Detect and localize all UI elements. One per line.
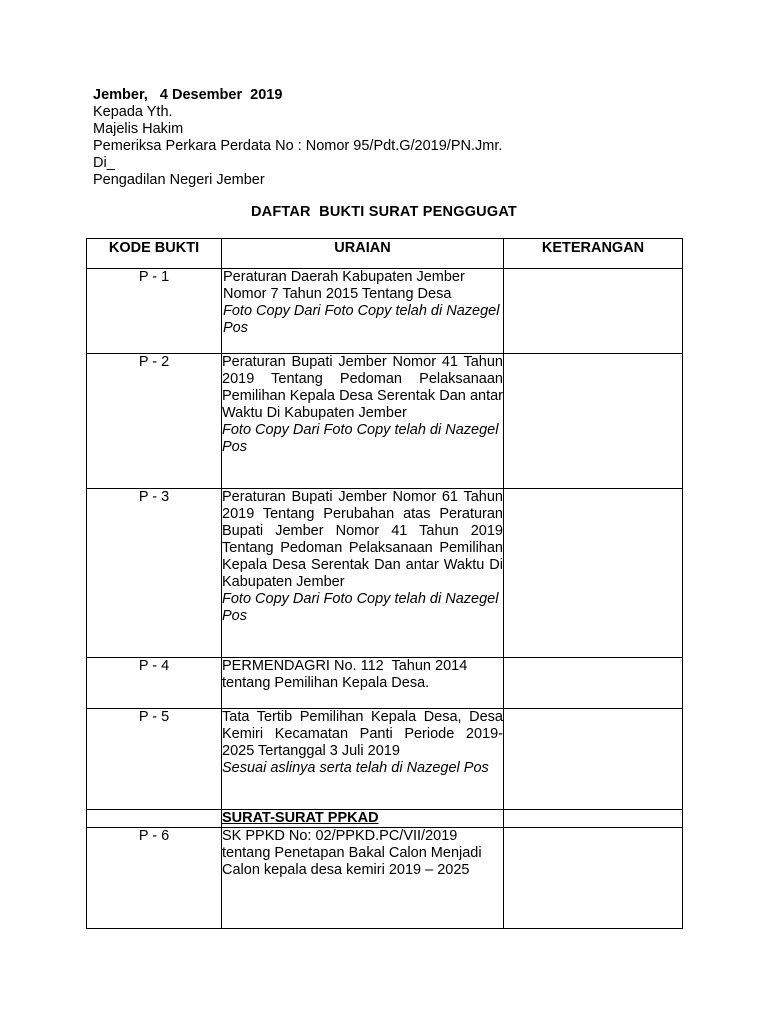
evidence-description: SK PPKD No: 02/PPKD.PC/VII/2019 tentang Penetapan Bakal Calon Menjadi Calon kepala desa kemiri 2019 – 2025 — [222, 828, 482, 878]
section-code-cell — [87, 810, 222, 828]
evidence-remarks — [504, 269, 683, 354]
evidence-description-cell — [222, 709, 504, 810]
evidence-code: P - 3 — [87, 489, 222, 658]
evidence-note: Foto Copy Dari Foto Copy telah di Nazegel Pos — [223, 303, 500, 336]
table-header-row — [87, 239, 683, 269]
letter-date: Jember, 4 Desember 2019 — [93, 87, 283, 103]
evidence-description-cell — [222, 658, 504, 709]
column-header-code: KODE BUKTI — [87, 239, 222, 269]
evidence-code: P - 4 — [87, 658, 222, 709]
evidence-description: Tata Tertib Pemilihan Kepala Desa, Desa Kemiri Kecamatan Panti Periode 2019-2025 Tertanggal 3 Juli 2019 — [222, 709, 503, 759]
table-section-row — [87, 810, 683, 828]
column-header-description: URAIAN — [222, 239, 504, 269]
recipient-line: Pemeriksa Perkara Perdata No : Nomor 95/Pdt.G/2019/PN.Jmr. — [93, 138, 503, 154]
evidence-description: PERMENDAGRI No. 112 Tahun 2014 tentang Pemilihan Kepala Desa. — [222, 658, 472, 691]
section-title-cell — [222, 810, 504, 828]
letter-header — [93, 87, 502, 189]
recipient-line: Kepada Yth. — [93, 104, 173, 120]
evidence-description: Peraturan Daerah Kabupaten Jember Nomor 7 Tahun 2015 Tentang Desa — [223, 269, 465, 302]
evidence-remarks — [504, 354, 683, 489]
evidence-description-cell — [222, 354, 504, 489]
evidence-description: Peraturan Bupati Jember Nomor 41 Tahun 2019 Tentang Pedoman Pelaksanaan Pemilihan Kepala Desa Serentak Dan antar Waktu Di Kabupaten Jember — [222, 354, 503, 421]
evidence-code: P - 2 — [87, 354, 222, 489]
evidence-note: Foto Copy Dari Foto Copy telah di Nazegel Pos — [222, 591, 499, 624]
evidence-remarks — [504, 658, 683, 709]
section-title: SURAT-SURAT PPKAD — [222, 810, 379, 826]
section-remarks-cell — [504, 810, 683, 828]
evidence-description-cell — [222, 489, 504, 658]
evidence-remarks — [504, 709, 683, 810]
document-title: DAFTAR BUKTI SURAT PENGGUGAT — [251, 204, 517, 220]
table-row — [87, 658, 683, 709]
table-row — [87, 354, 683, 489]
evidence-note: Sesuai aslinya serta telah di Nazegel Pos — [222, 760, 489, 776]
table-row — [87, 489, 683, 658]
column-header-remarks: KETERANGAN — [504, 239, 683, 269]
evidence-note: Foto Copy Dari Foto Copy telah di Nazegel Pos — [222, 422, 499, 455]
evidence-description-cell — [222, 828, 504, 929]
recipient-line: Majelis Hakim — [93, 121, 184, 137]
table-row — [87, 269, 683, 354]
evidence-description: Peraturan Bupati Jember Nomor 61 Tahun 2019 Tentang Perubahan atas Peraturan Bupati Jember Nomor 41 Tahun 2019 Tentang Pedoman Pelaksanaan Pemilihan Kepala Desa Serentak Dan antar Waktu Di Kabupaten Jember — [222, 489, 503, 590]
evidence-code: P - 1 — [87, 269, 222, 354]
evidence-code: P - 6 — [87, 828, 222, 929]
table-row — [87, 709, 683, 810]
evidence-remarks — [504, 489, 683, 658]
evidence-description-cell — [222, 269, 504, 354]
recipient-line: Pengadilan Negeri Jember — [93, 172, 265, 188]
table-row — [87, 828, 683, 929]
evidence-table — [86, 238, 683, 929]
evidence-remarks — [504, 828, 683, 929]
evidence-code: P - 5 — [87, 709, 222, 810]
recipient-line: Di_ — [93, 155, 115, 171]
